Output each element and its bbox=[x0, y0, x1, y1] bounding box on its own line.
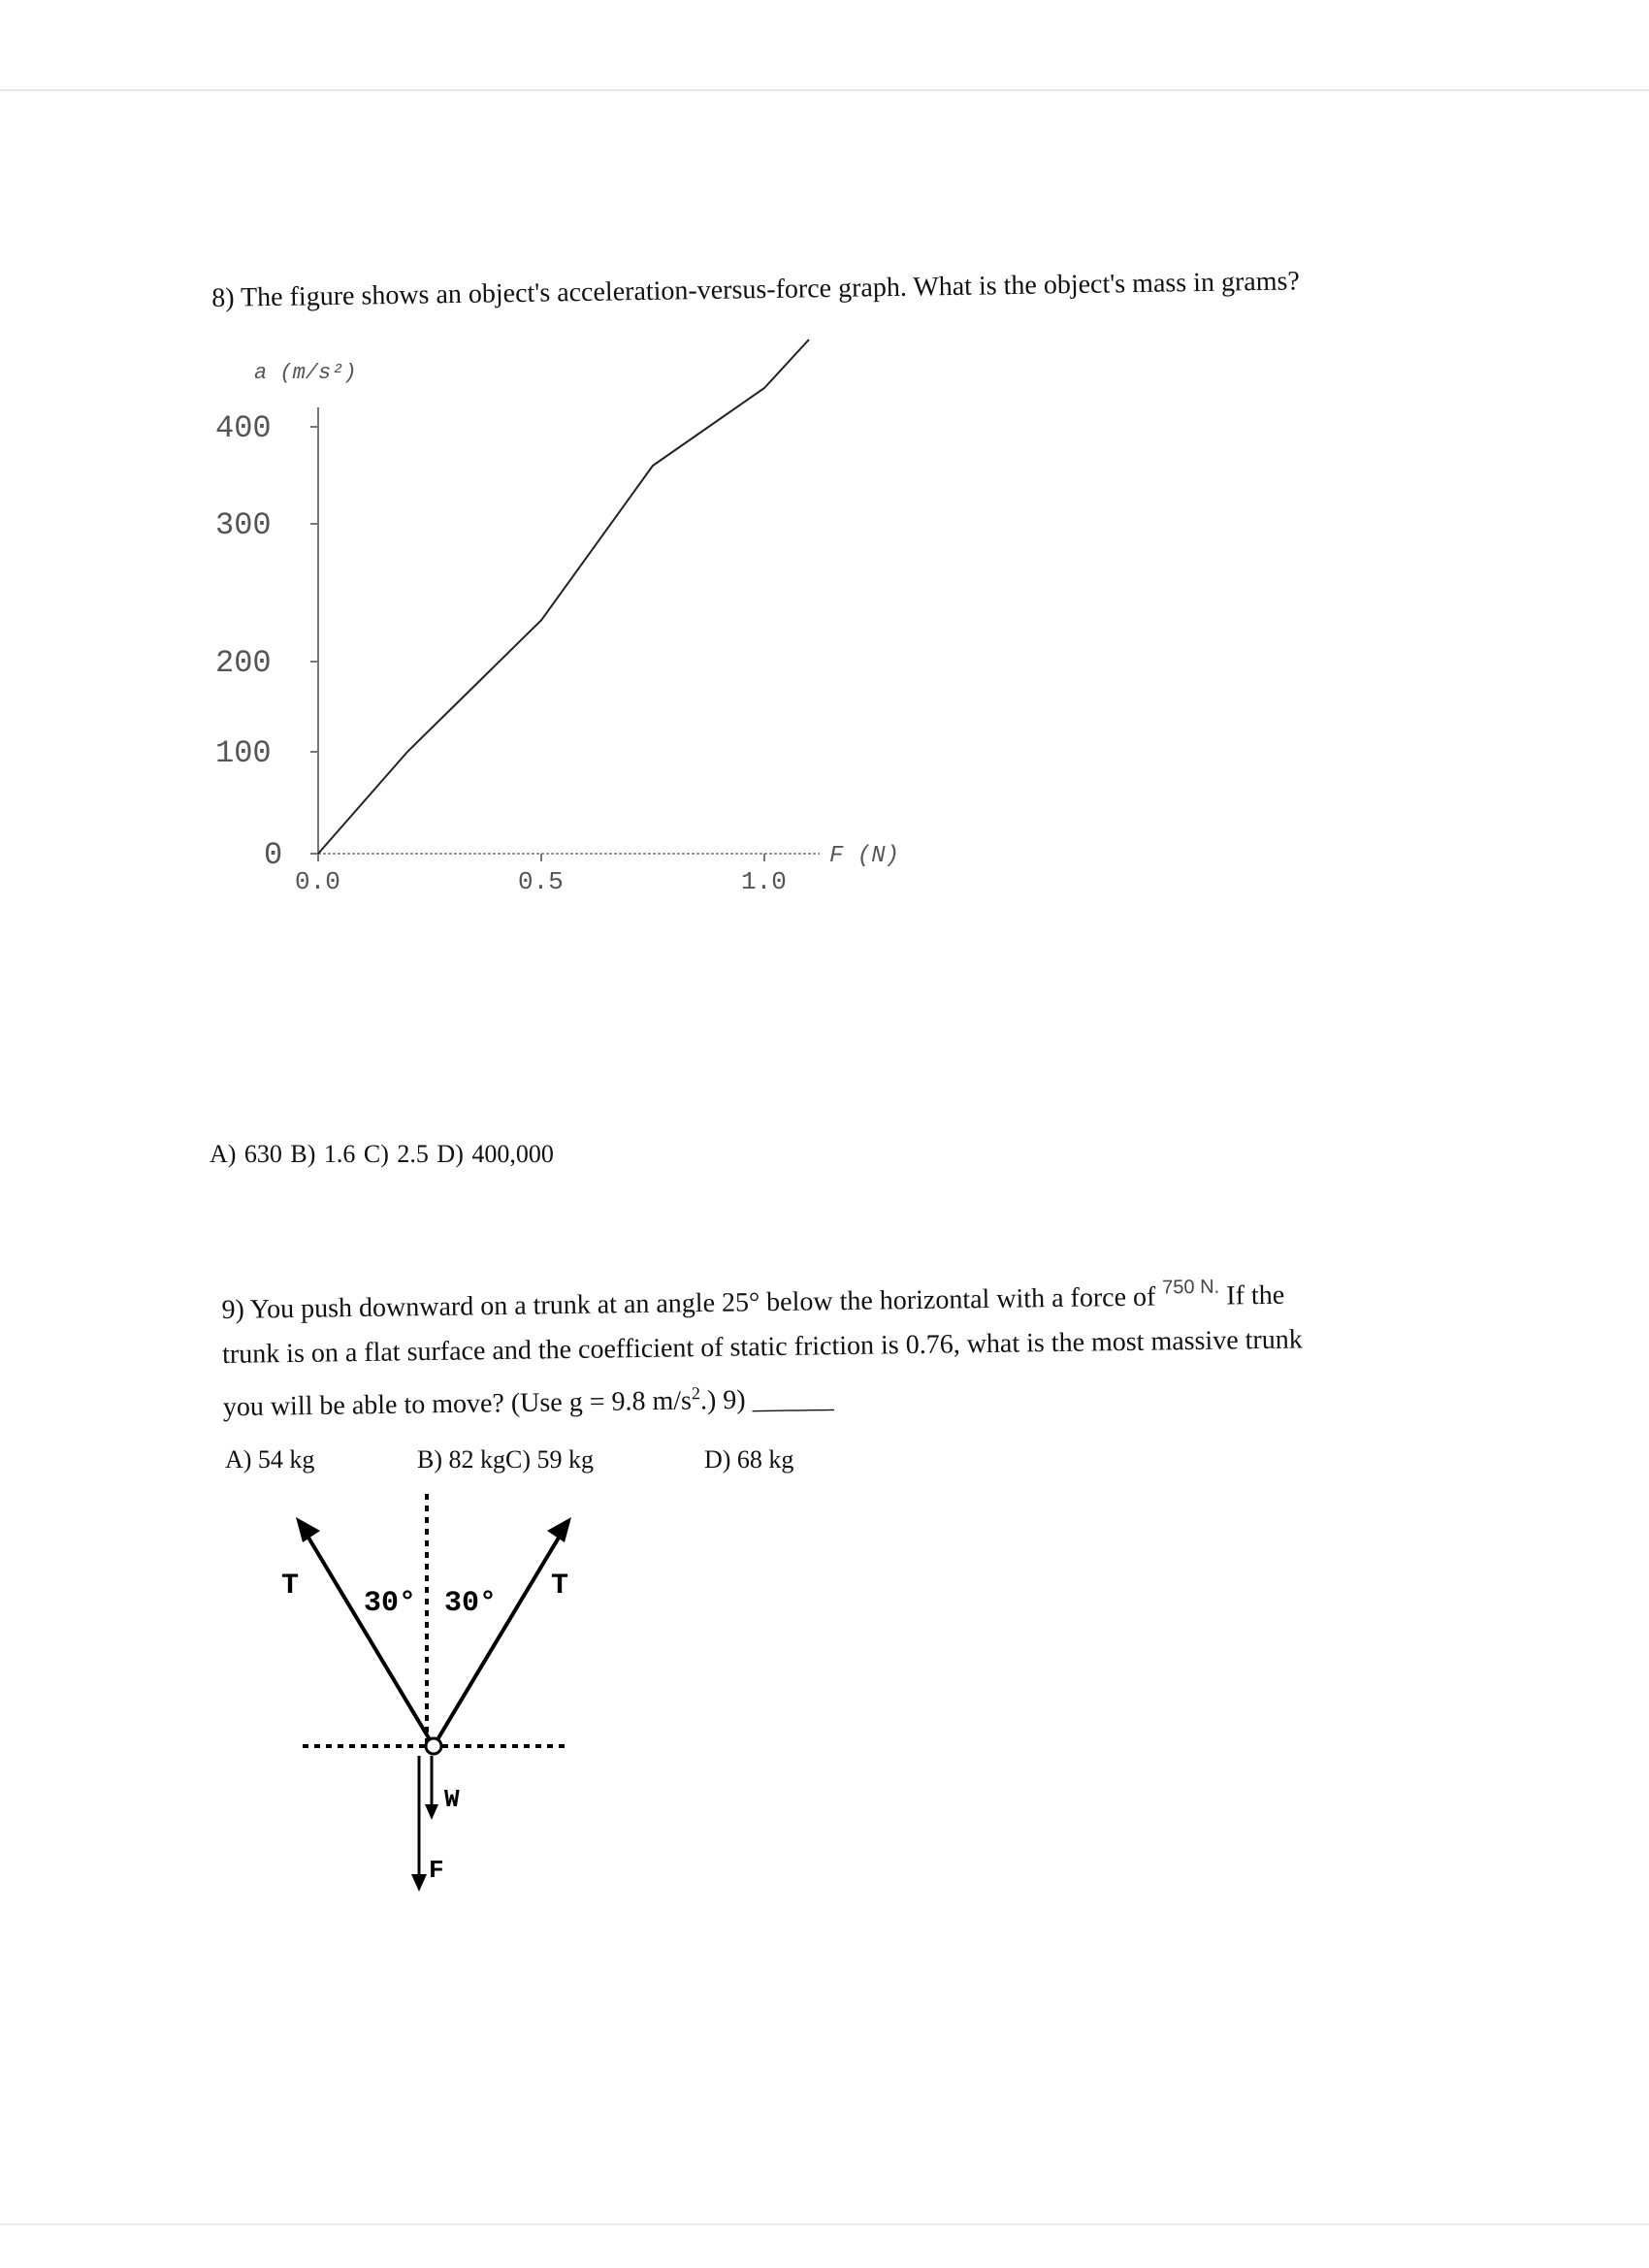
q9-line3-end: .) 9) ______ bbox=[699, 1383, 834, 1416]
y-tick-label: 100 bbox=[215, 735, 272, 771]
q9-answer-b-c: B) 82 kgC) 59 kg bbox=[417, 1445, 594, 1474]
q9-line1: 9) You push downward on a trunk at an angle 25° below the horizontal with a force of bbox=[221, 1281, 1156, 1325]
y-tick-label: 200 bbox=[215, 645, 272, 681]
y-axis-label: a (m/s²) bbox=[254, 361, 357, 385]
y-tick-label: 0 bbox=[264, 837, 283, 873]
tension-label-right: T bbox=[551, 1570, 569, 1603]
tension-label-left: T bbox=[281, 1570, 300, 1603]
scan-edge-bottom bbox=[0, 2223, 1649, 2225]
x-tick-label: 1.0 bbox=[741, 867, 787, 896]
angle-label-right: 30° bbox=[444, 1587, 498, 1620]
x-tick-label: 0.5 bbox=[518, 867, 564, 896]
right-tension-line bbox=[434, 1528, 565, 1746]
weight-label: W bbox=[444, 1785, 460, 1814]
q9-exponent: 2 bbox=[691, 1383, 700, 1404]
y-tick-label: 300 bbox=[215, 507, 272, 543]
right-tension-arrowhead-icon bbox=[547, 1517, 571, 1542]
force-arrowhead-icon bbox=[411, 1874, 427, 1892]
left-tension-line bbox=[303, 1528, 434, 1746]
x-axis-label: F (N) bbox=[829, 843, 900, 869]
y-tick-label: 400 bbox=[215, 410, 272, 446]
weight-arrowhead-icon bbox=[425, 1804, 438, 1820]
question-8-answers: A) 630 B) 1.6 C) 2.5 D) 400,000 bbox=[210, 1140, 554, 1168]
x-tick-label: 0.0 bbox=[295, 867, 340, 896]
angle-label-left: 30° bbox=[364, 1587, 417, 1620]
q9-line1-end: If the bbox=[1226, 1280, 1285, 1312]
force-label: F bbox=[429, 1856, 444, 1885]
left-tension-arrowhead-icon bbox=[296, 1517, 320, 1542]
q9-line2: trunk is on a flat surface and the coefficient of static friction is 0.76, what is the most massive trunk bbox=[221, 1324, 1303, 1370]
question-8-text: 8) The figure shows an object's acceleration-versus-force graph. What is the object's mass in grams? bbox=[211, 266, 1301, 313]
q9-answer-d: D) 68 kg bbox=[704, 1445, 794, 1474]
q9-force-value: 750 N. bbox=[1162, 1276, 1220, 1299]
q9-line3: you will be able to move? (Use g = 9.8 m/s bbox=[222, 1385, 693, 1423]
q9-answer-a: A) 54 kg bbox=[225, 1445, 315, 1474]
knot-point bbox=[426, 1738, 441, 1754]
